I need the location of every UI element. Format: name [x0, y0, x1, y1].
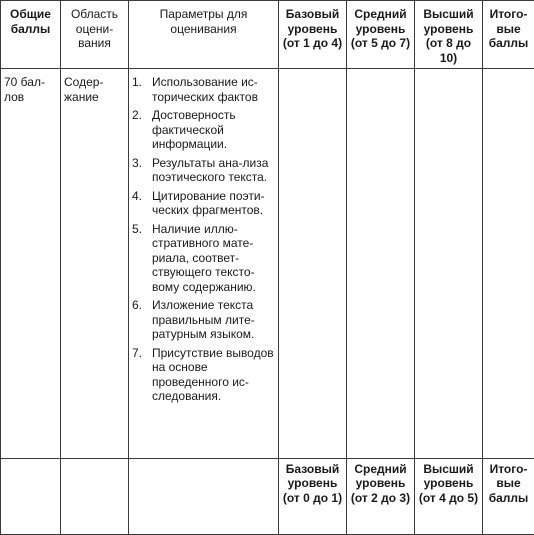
footer-basic-level: Базовый уровень (от 0 до 1) — [279, 458, 347, 534]
medium-score-cell — [347, 69, 415, 459]
item-number: 5. — [132, 221, 143, 236]
item-number: 6. — [132, 298, 143, 313]
item-number: 1. — [132, 75, 143, 90]
footer-empty-cell — [61, 458, 129, 534]
criteria-cell — [129, 69, 279, 459]
item-number: 3. — [132, 155, 143, 170]
list-item — [132, 298, 275, 342]
list-item — [132, 189, 275, 218]
points-cell: 70 бал-лов — [1, 69, 61, 459]
list-item — [132, 108, 275, 152]
item-text: Использование ис-торических фактов — [152, 75, 258, 104]
item-text: Результаты ана-лиза поэтического текста. — [152, 155, 269, 185]
list-item — [132, 222, 275, 295]
item-number: 7. — [132, 345, 143, 360]
header-medium-level: Средний уровень (от 5 до 7) — [347, 1, 415, 69]
high-score-cell — [415, 69, 483, 459]
header-high-level: Высший уровень (от 8 до 10) — [415, 1, 483, 69]
list-item — [132, 346, 275, 404]
total-score-cell — [483, 69, 534, 459]
header-parameters: Параметры для оценивания — [129, 1, 279, 69]
item-text: Изложение текста правильным лите-ратурным языком. — [152, 298, 255, 342]
list-item — [132, 75, 275, 104]
list-item — [132, 156, 275, 185]
basic-score-cell — [279, 69, 347, 459]
footer-high-level: Высший уровень (от 4 до 5) — [415, 458, 483, 534]
item-number: 2. — [132, 108, 143, 123]
header-basic-level: Базовый уровень (от 1 до 4) — [279, 1, 347, 69]
item-text: Цитирование поэти-ческих фрагментов. — [152, 188, 265, 218]
header-area: Область оцени-вания — [61, 1, 129, 69]
header-total-points: Общие баллы — [1, 1, 61, 69]
area-cell: Содер-жание — [61, 69, 129, 459]
item-text: Наличие иллю-стративного мате-риала, соответ-ствующего тексто-вому содержанию. — [152, 221, 256, 294]
footer-row — [1, 458, 534, 534]
footer-total: Итого-вые баллы — [483, 458, 534, 534]
footer-medium-level: Средний уровень (от 2 до 3) — [347, 458, 415, 534]
footer-empty-cell — [1, 458, 61, 534]
header-total: Итого-вые баллы — [483, 1, 534, 69]
item-number: 4. — [132, 188, 143, 203]
content-row — [1, 69, 534, 459]
footer-empty-cell — [129, 458, 279, 534]
criteria-list — [132, 75, 275, 404]
item-text: Достоверность фактической информации. — [152, 108, 236, 152]
item-text: Присутствие выводов на основе проведенного ис-следования. — [152, 345, 274, 404]
header-row — [1, 1, 534, 69]
